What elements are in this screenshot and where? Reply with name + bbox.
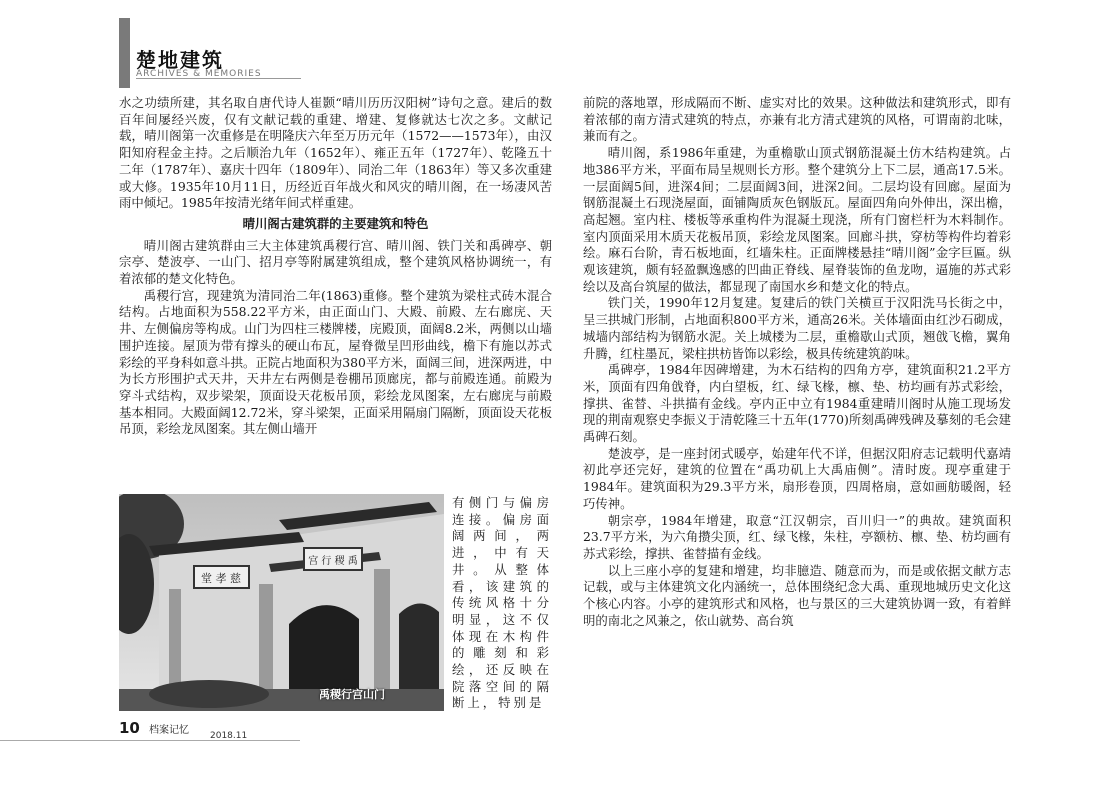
page-number: 10 [119, 719, 140, 737]
paragraph: 以上三座小亭的复建和增建，均非臆造、随意而为，而是或依据文献方志记载，或与主体建筑文化内涵统一，总体围绕纪念大禹、重现地城历史文化这个核心内容。小亭的建筑形式和风格，也与景区的三大建筑协调一致，有着鲜明的南北之风兼之，依山就势、高台筑 [583, 562, 1011, 628]
paragraph: 禹稷行宫，现建筑为清同治二年(1863)重修。整个建筑为梁柱式砖木混合结构。占地面积为558.22平方米，由正面山门、大殿、前殿、左右廊庑、天井、左侧偏房等构成。山门为四柱三楼牌楼，庑殿顶，面阔8.2米，两侧以山墙围护连接。屋顶为带有撑头的硬山布瓦，屋脊微呈凹形曲线，檐下有施以苏式彩绘的平身科如意斗拱。正院占地面积为380平方米，面阔三间，进深两进，中为长方形围护式天井，天井左右两侧是卷棚吊顶廊庑，都与前殿连通。前殿为穿斗式结构，双步梁架，顶面设天花板吊顶，彩绘龙凤图案，左右廊庑与前殿基本相同。大殿面阔12.72米，穿斗梁架，正面采用隔扇门隔断，顶面设天花板吊顶，彩绘龙凤图案。其左侧山墙开 [119, 287, 552, 437]
page-footer [119, 718, 189, 737]
paragraph: 水之功绩所建，其名取自唐代诗人崔颢“晴川历历汉阳树”诗句之意。建后的数百年间屡经兴废，仅有文献记载的重建、增建、复修就达七次之多。文献记载，晴川阁第一次重修是在明隆庆六年至万历元年（1572——1573年），由汉阳知府程金主持。之后顺治九年（1652年）、雍正五年（1727年）、乾隆五十二年（1787年）、嘉庆十四年（1809年）、同治二年（1863年）等又多次重建或大修。1935年10月11日，历经近百年战火和风灾的晴川阁，在一场凄风苦雨中倾圮。1985年按清光绪年间式样重建。 [119, 95, 552, 211]
plaque-right-text: 宫 行 稷 禹 [308, 556, 358, 567]
plaque-left-text: 堂 孝 慈 [201, 572, 241, 585]
left-column [119, 95, 552, 438]
paragraph: 前院的落地罩，形成隔而不断、虚实对比的效果。这种做法和建筑形式，即有着浓郁的南方清式建筑的特点，亦兼有北方清式建筑的风格，可谓南韵北味，兼而有之。 [583, 95, 1011, 144]
paragraph: 晴川阁古建筑群由三大主体建筑禹稷行宫、晴川阁、铁门关和禹碑亭、朝宗亭、楚波亭、一山门、招月亭等附属建筑组成，整个建筑风格协调统一，有着浓郁的楚文化特色。 [119, 237, 552, 287]
section-heading: 晴川阁古建筑群的主要建筑和特色 [242, 215, 429, 231]
photo-yuji-palace-gate [119, 494, 444, 711]
wrapped-paragraph: 有侧门与偏房连接。偏房面阔两间，两进，中有天井。从整体看，该建筑的传统风格十分明显，这不仅体现在木构件的雕刻和彩绘，还反映在院落空间的隔断上，特别是 [452, 495, 552, 711]
paragraph: 朝宗亭，1984年增建，取意“江汉朝宗，百川归一”的典故。建筑面积23.7平方米，为六角攒尖顶，红、绿飞椽，朱柱，亭额枋、檩、垫、枋均画有苏式彩绘，撑拱、雀替描有金线。 [583, 512, 1011, 561]
paragraph: 楚波亭，是一座封闭式暖亭，始建年代不详，但据汉阳府志记载明代嘉靖初此亭还完好，建筑的位置在“禹功矶上大禹庙侧”。清时废。现亭重建于1984年。建筑面积为29.3平方米，扇形卷顶，四周格扇，意如画舫暖阁，轻巧传神。 [583, 445, 1011, 511]
gate-photo-illustration [119, 494, 444, 711]
paragraph: 晴川阁，系1986年重建，为重檐歇山顶式钢筋混凝土仿木结构建筑。占地386平方米，平面布局呈规则长方形。整个建筑分上下二层，通高17.5米。一层面阔5间，进深4间；二层面阔3间，进深2间。二层均设有回廊。屋面为钢筋混凝土石现浇屋面，面铺陶质灰色钢版瓦。屋面四角向外伸出，深出檐，高起翘。室内柱、楼板等承重构件为混凝土现浇，所有门窗栏杆为木料制作。室内顶面采用木质天花板吊顶，彩绘龙凤图案。回廊斗拱，穿枋等构件均着彩绘。麻石台阶，青石板地面，红墙朱柱。正面牌楼悬挂“晴川阁”金字巨匾。纵观该建筑，颇有轻盈飘逸感的凹曲正脊线、屋脊装饰的鱼龙吻，逼施的苏式彩绘以及高台筑屋的做法，都显现了南国水乡和楚文化的特点。 [583, 145, 1011, 294]
paragraph: 铁门关，1990年12月复建。复建后的铁门关横亘于汉阳洗马长街之中，呈三拱城门形制，占地面积800平方米，通高26米。关体墙面由红沙石砌成，城墙内部结构为钢筋水泥。关上城楼为二层，重檐歇山式顶，翘戗飞檐，翼角升腾，红柱墨瓦，梁柱拱枋皆饰以彩绘，极具传统建筑韵味。 [583, 295, 1011, 361]
section-title: 楚地建筑 [136, 48, 224, 72]
section-subtitle: ARCHIVES & MEMORIES [136, 69, 262, 79]
issue-date: 2018.11 [210, 731, 248, 741]
header-rule [136, 78, 301, 79]
header-accent-bar [119, 18, 130, 88]
footer-rule [0, 740, 300, 741]
magazine-name: 档案记忆 [148, 725, 189, 736]
photo-caption: 禹稷行宫山门 [319, 688, 385, 701]
right-column [583, 95, 1011, 630]
paragraph: 禹碑亭，1984年因碑增建，为木石结构的四角方亭，建筑面积21.2平方米，顶面有四角戗脊，内白望板，红、绿飞椽，檩、垫、枋均画有苏式彩绘，撑拱、雀替、斗拱描有金线。亭内正中立有1984重建晴川阁时从施工现场发现的荆南观察史李振义于清乾隆三十五年(1770)所刻禹碑残碑及摹刻的毛会建禹碑石刻。 [583, 362, 1011, 445]
